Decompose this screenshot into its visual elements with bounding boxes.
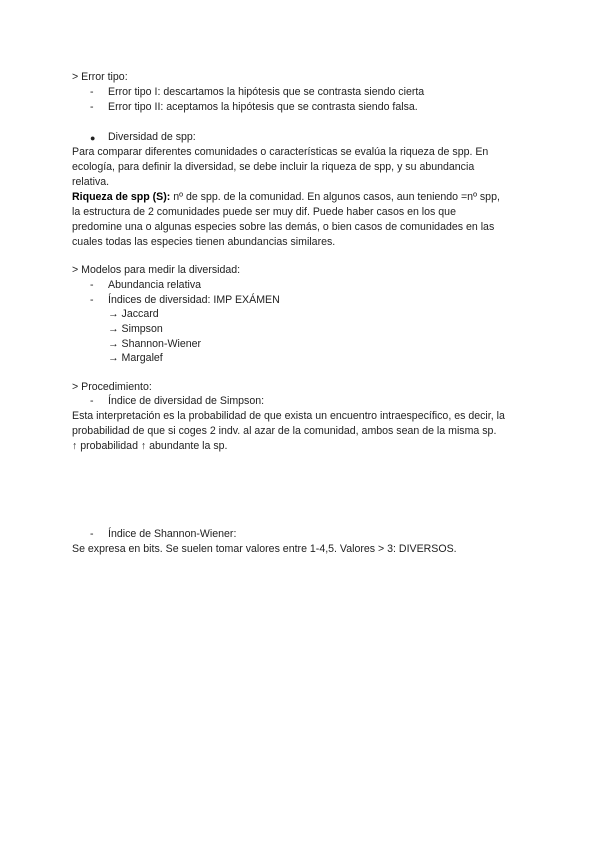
diversidad-paragraph-line: Para comparar diferentes comunidades o características se evalúa la riqueza de spp. En (72, 146, 489, 158)
indice-margalef: → Margalef (108, 352, 163, 364)
shannon-item: Índice de Shannon-Wiener: (108, 528, 237, 540)
indice-simpson: → Simpson (108, 323, 163, 335)
riqueza-line: la estructura de 2 comunidades puede ser muy dif. Puede haber casos en los que (72, 206, 456, 218)
dash-bullet: - (90, 279, 94, 291)
riqueza-line: predomine una o algunas especies sobre las demás, o bien casos de comunidades en las (72, 221, 495, 233)
error-tipo-2: Error tipo II: aceptamos la hipótesis que se contrasta siendo falsa. (108, 101, 418, 113)
dash-bullet: - (90, 395, 94, 407)
dash-bullet: - (90, 294, 94, 306)
dash-bullet: - (90, 86, 94, 98)
modelos-heading: > Modelos para medir la diversidad: (72, 264, 241, 276)
riqueza-line: cuales todas las especies tienen abundancias similares. (72, 236, 336, 248)
riqueza-term: Riqueza de spp (S): (72, 191, 171, 203)
riqueza-line (72, 190, 500, 205)
dash-bullet: - (90, 528, 94, 540)
diversidad-bullet: Diversidad de spp: (108, 131, 196, 143)
round-bullet: ● (90, 133, 96, 143)
diversidad-paragraph-line: relativa. (72, 176, 110, 188)
modelos-item: Índices de diversidad: IMP EXÁMEN (108, 294, 280, 306)
procedimiento-heading: > Procedimiento: (72, 381, 152, 393)
simpson-paragraph-line: probabilidad de que si coges 2 indv. al azar de la comunidad, ambos sean de la misma sp. (72, 425, 497, 437)
simpson-paragraph-line: ↑ probabilidad ↑ abundante la sp. (72, 440, 228, 452)
indice-jaccard: → Jaccard (108, 308, 159, 320)
diversidad-paragraph-line: ecología, para definir la diversidad, se debe incluir la riqueza de spp, y su abundancia (72, 161, 475, 173)
simpson-item: Índice de diversidad de Simpson: (108, 395, 265, 407)
indice-shannon-wiener: → Shannon-Wiener (108, 338, 202, 350)
modelos-item: Abundancia relativa (108, 279, 202, 291)
shannon-paragraph-line: Se expresa en bits. Se suelen tomar valores entre 1-4,5. Valores > 3: DIVERSOS. (72, 543, 457, 555)
riqueza-definition: nº de spp. de la comunidad. En algunos casos, aun teniendo =nº spp, (170, 191, 500, 203)
dash-bullet: - (90, 101, 94, 113)
simpson-paragraph-line: Esta interpretación es la probabilidad de que exista un encuentro intraespecífico, es decir, la (72, 410, 505, 422)
error-tipo-heading: > Error tipo: (72, 71, 128, 83)
error-tipo-1: Error tipo I: descartamos la hipótesis que se contrasta siendo cierta (108, 86, 425, 98)
